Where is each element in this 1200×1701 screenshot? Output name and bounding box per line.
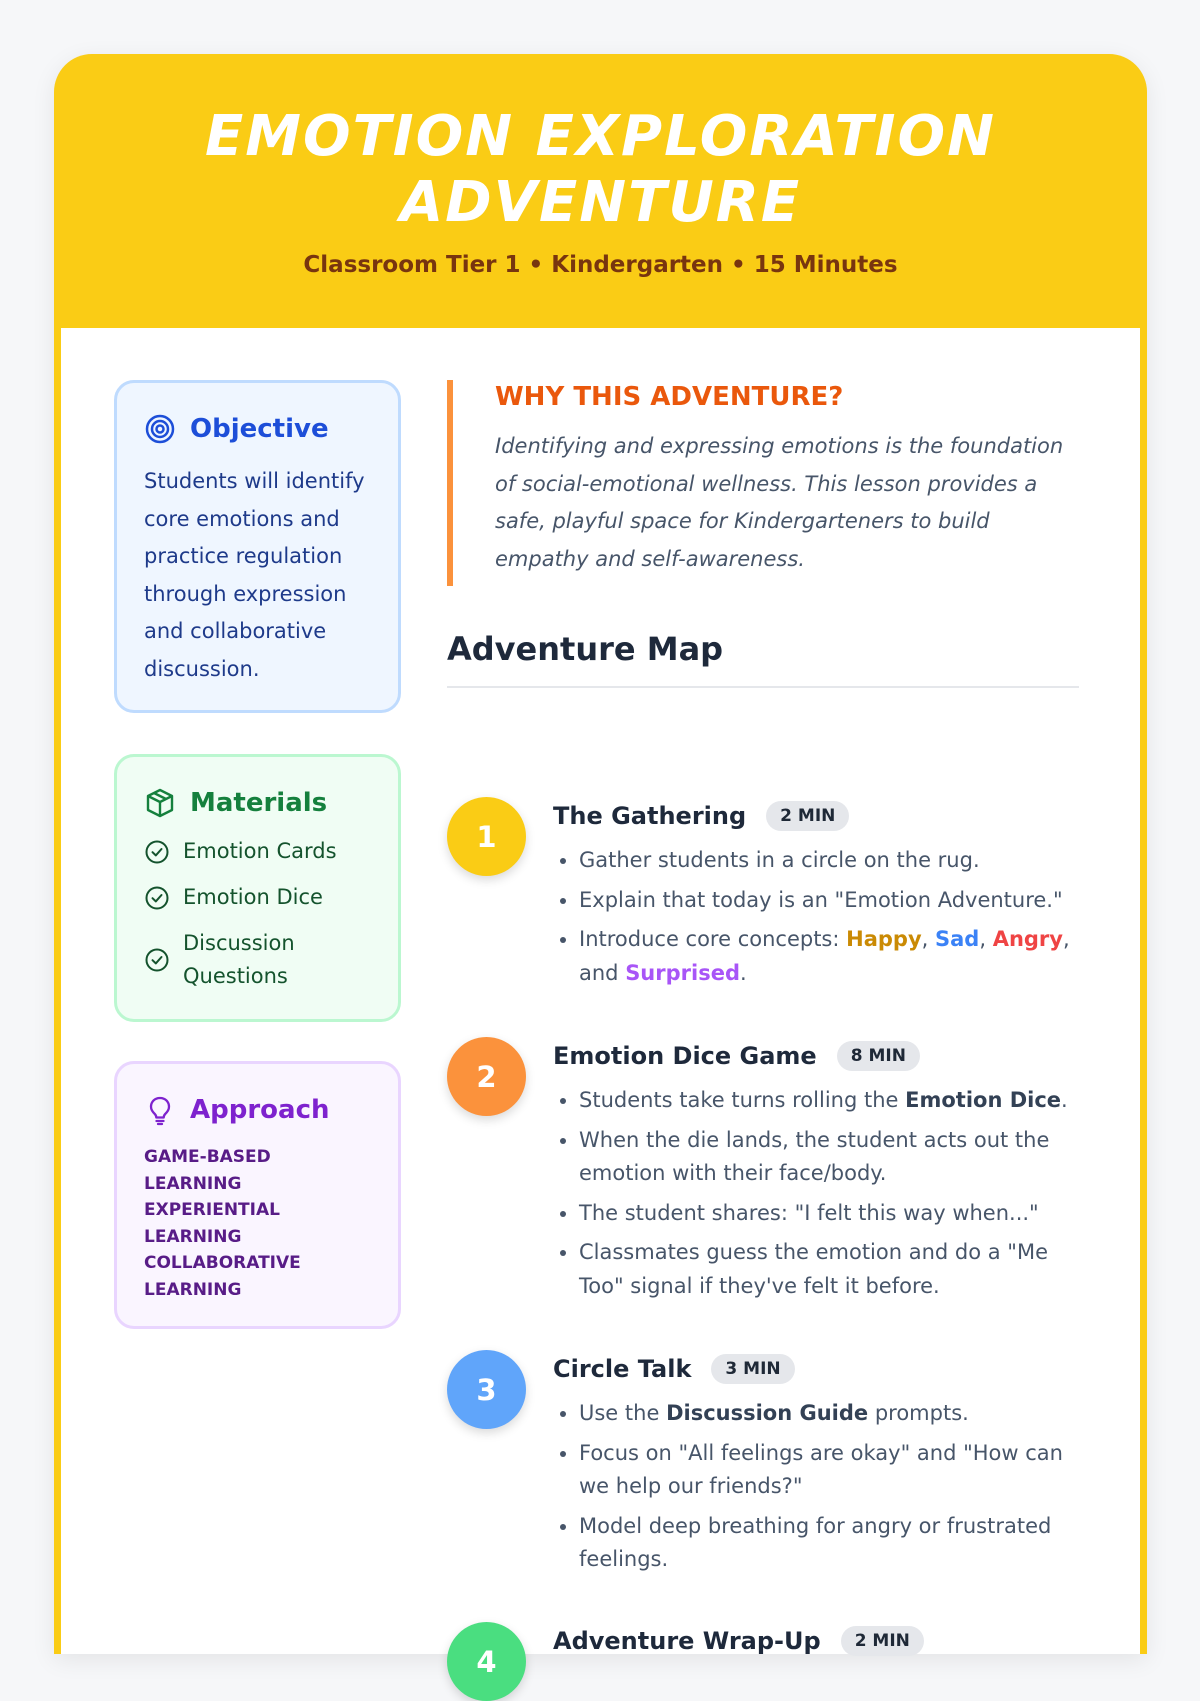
emotion-sad: Sad <box>935 927 980 951</box>
step-body <box>553 797 1087 990</box>
material-label: Emotion Cards <box>183 839 337 863</box>
target-icon <box>144 413 176 445</box>
step-4 <box>447 1622 1087 1679</box>
materials-heading <box>144 783 372 823</box>
list-item: • Gather students in a circle on the rug. <box>579 844 1087 878</box>
duration-badge: 3 MIN <box>711 1354 794 1384</box>
list-item: EXPERIENTIAL LEARNING <box>144 1200 280 1247</box>
objective-box <box>114 380 401 713</box>
lesson-meta: Classroom Tier 1 • Kindergarten • 15 Minutes <box>303 252 898 278</box>
lesson-content <box>61 328 1140 1679</box>
step-bullets <box>553 1084 1087 1303</box>
bullet-text: Use the <box>579 1401 660 1425</box>
material-label: Emotion Dice <box>183 885 323 909</box>
lesson-header <box>61 54 1140 326</box>
step-header <box>553 1350 1087 1388</box>
why-callout <box>447 380 1087 586</box>
objective-heading <box>144 409 372 449</box>
period: . <box>739 960 747 985</box>
check-circle-icon <box>144 839 170 865</box>
check-circle-icon <box>144 947 170 973</box>
approach-list <box>144 1144 372 1303</box>
list-item: • The student shares: "I felt this way when..." <box>579 1197 1087 1231</box>
list-item <box>144 835 372 868</box>
step-header <box>553 1622 1087 1660</box>
step-title: Adventure Wrap-Up <box>553 1627 821 1655</box>
emotion-surprised: Surprised <box>625 960 740 985</box>
list-item <box>144 881 372 914</box>
step-body <box>553 1037 1087 1303</box>
step-header <box>553 1037 1087 1075</box>
step-title: The Gathering <box>553 802 747 830</box>
approach-heading <box>144 1090 372 1130</box>
step-body <box>553 1350 1087 1577</box>
step-number-badge: 1 <box>447 797 526 876</box>
list-item <box>579 1397 1087 1431</box>
check-circle-icon <box>144 885 170 911</box>
approach-heading-label: Approach <box>190 1095 330 1125</box>
list-item: • Focus on "All feelings are okay" and "How can we help our friends?" <box>579 1437 1087 1504</box>
step-title: Emotion Dice Game <box>553 1042 817 1070</box>
step-body <box>553 1622 1087 1660</box>
bullet-text: Students take turns rolling the <box>579 1088 899 1112</box>
duration-badge: 8 MIN <box>837 1041 920 1071</box>
list-item: • Model deep breathing for angry or frustrated feelings. <box>579 1510 1087 1577</box>
list-item: • Explain that today is an "Emotion Adventure." <box>579 884 1087 918</box>
step-title: Circle Talk <box>553 1355 692 1383</box>
lesson-card <box>54 54 1147 1679</box>
separator: , <box>979 927 993 951</box>
duration-badge: 2 MIN <box>766 801 849 831</box>
why-heading: WHY THIS ADVENTURE? <box>495 382 844 412</box>
objective-text: Students will identify core emotions and practice regulation through expression and collaborative discussion. <box>144 469 365 681</box>
step-2 <box>447 1037 1087 1309</box>
adventure-map-heading: Adventure Map <box>447 630 1079 688</box>
step-number-badge: 4 <box>447 1622 526 1701</box>
objective-heading-label: Objective <box>190 414 329 444</box>
step-number-badge: 3 <box>447 1350 526 1429</box>
list-item: GAME-BASED LEARNING <box>144 1147 271 1194</box>
materials-heading-label: Materials <box>190 788 328 818</box>
materials-list <box>144 835 372 993</box>
step-bullets <box>553 844 1087 990</box>
materials-box <box>114 754 401 1022</box>
list-item: COLLABORATIVE LEARNING <box>144 1253 301 1300</box>
step-number-badge: 2 <box>447 1037 526 1116</box>
emotion-angry: Angry <box>992 927 1063 951</box>
step-3 <box>447 1350 1087 1583</box>
lightbulb-icon <box>144 1094 176 1126</box>
bullet-emphasis: Discussion Guide <box>666 1401 869 1425</box>
material-label: Discussion Questions <box>183 931 295 988</box>
step-1 <box>447 797 1087 996</box>
emotion-happy: Happy <box>846 927 922 951</box>
separator: , and <box>579 927 1070 985</box>
period: . <box>1061 1088 1068 1112</box>
separator: , <box>921 927 935 951</box>
step-header <box>553 797 1087 835</box>
bullet-text: Introduce core concepts: <box>579 927 840 951</box>
list-item: • When the die lands, the student acts out the emotion with their face/body. <box>579 1124 1087 1191</box>
box-icon <box>144 787 176 819</box>
list-item: • Classmates guess the emotion and do a "Me Too" signal if they've felt it before. <box>579 1236 1087 1303</box>
list-item <box>144 927 372 993</box>
why-text: Identifying and expressing emotions is the foundation of social-emotional wellness. This lesson provides a safe, playful space for Kindergarteners to build empathy and self-awareness. <box>495 434 1064 571</box>
approach-box <box>114 1061 401 1329</box>
bullet-emphasis: Emotion Dice <box>905 1088 1062 1112</box>
list-item <box>579 1084 1087 1118</box>
bullet-text: prompts. <box>874 1401 969 1425</box>
duration-badge: 2 MIN <box>841 1626 924 1656</box>
page-title: EMOTION EXPLORATION ADVENTURE <box>205 104 996 235</box>
list-item <box>579 923 1087 990</box>
step-bullets <box>553 1397 1087 1577</box>
